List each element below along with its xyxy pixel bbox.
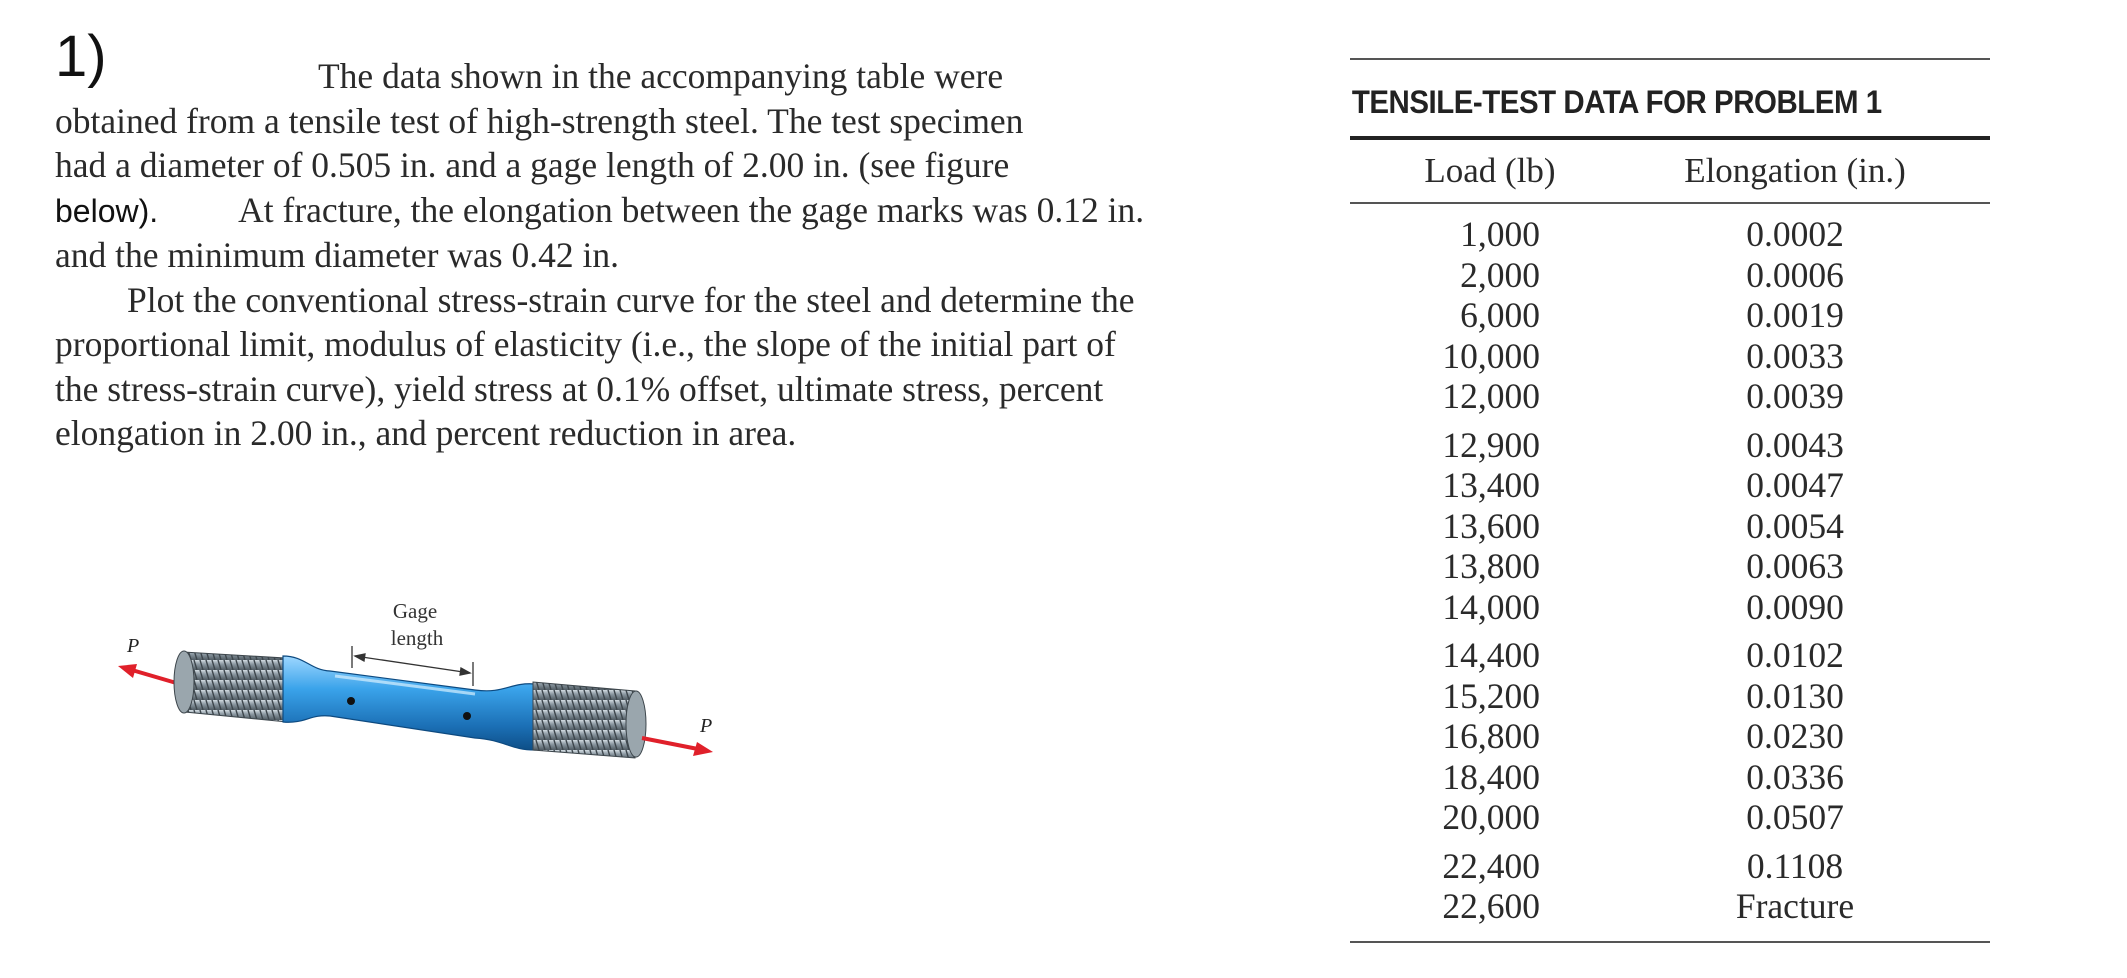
- table-body: [1350, 204, 1990, 941]
- table-title: TENSILE-TEST DATA FOR PROBLEM 1: [1351, 84, 1882, 120]
- tensile-test-table: [1350, 58, 1990, 943]
- load-cell: 16,800: [1442, 716, 1540, 756]
- elongation-cell: 0.0039: [1746, 376, 1844, 416]
- elongation-cell: 0.0047: [1746, 465, 1844, 505]
- table-row: [1350, 255, 1990, 296]
- table-row: [1350, 716, 1990, 757]
- load-label-left: P: [127, 635, 140, 657]
- load-cell: 1,000: [1460, 214, 1540, 254]
- load-cell: 22,400: [1442, 845, 1540, 886]
- load-label-right: P: [700, 715, 713, 737]
- table-row: [1350, 846, 1990, 887]
- table-row: [1350, 886, 1990, 927]
- table-row: [1350, 587, 1990, 628]
- elongation-cell: 0.1108: [1746, 845, 1844, 886]
- load-cell: 22,600: [1442, 886, 1540, 926]
- load-cell: 15,200: [1442, 675, 1540, 716]
- load-cell: 13,800: [1442, 546, 1540, 586]
- elongation-cell: 0.0043: [1746, 424, 1844, 465]
- table-row-group: [1350, 846, 1990, 927]
- elongation-cell: 0.0130: [1746, 675, 1844, 716]
- elongation-cell: 0.0002: [1746, 214, 1844, 254]
- problem-number: 1): [55, 24, 107, 89]
- problem-line: Plot the conventional stress-strain curve for the steel and determine the: [127, 279, 1135, 320]
- elongation-cell: 0.0336: [1746, 756, 1844, 797]
- elongation-cell: 0.0054: [1746, 505, 1844, 546]
- elongation-cell: 0.0102: [1746, 635, 1844, 675]
- load-cell: 20,000: [1442, 797, 1540, 837]
- problem-line: elongation in 2.00 in., and percent reduction in area.: [55, 413, 797, 453]
- elongation-cell: 0.0090: [1746, 586, 1844, 627]
- table-header-row: [1350, 140, 1990, 202]
- elongation-cell: 0.0063: [1746, 546, 1844, 586]
- elongation-cell: 0.0033: [1746, 335, 1844, 376]
- gage-mark-right: [463, 712, 471, 720]
- problem-line-4: [55, 188, 1295, 234]
- table-row: [1350, 635, 1990, 676]
- header-elongation: Elongation (in.): [1684, 151, 1906, 190]
- elongation-cell: 0.0230: [1746, 716, 1844, 756]
- gage-label: Gage: [392, 599, 438, 623]
- load-cell: 12,900: [1442, 424, 1540, 465]
- specimen-body: [283, 656, 535, 750]
- problem-line: proportional limit, modulus of elasticity (i.e., the slope of the initial part of: [55, 324, 1116, 364]
- header-load: Load (lb): [1424, 151, 1556, 190]
- table-row: [1350, 676, 1990, 717]
- table-row-group: [1350, 425, 1990, 628]
- load-cell: 6,000: [1460, 295, 1540, 335]
- table-row-group: [1350, 635, 1990, 838]
- threaded-end-left: [174, 651, 287, 722]
- table-row: [1350, 465, 1990, 506]
- tensile-specimen-figure: [115, 590, 735, 820]
- length-label: length: [390, 626, 444, 650]
- load-cell: 10,000: [1442, 335, 1540, 376]
- problem-line: At fracture, the elongation between the gage marks was 0.12 in.: [238, 189, 1145, 230]
- load-cell: 12,000: [1442, 376, 1540, 416]
- problem-line: had a diameter of 0.505 in. and a gage length of 2.00 in. (see figure: [55, 145, 1010, 185]
- table-row: [1350, 797, 1990, 838]
- gage-mark-left: [347, 697, 355, 705]
- elongation-cell: 0.0019: [1746, 295, 1844, 335]
- table-row: [1350, 295, 1990, 336]
- load-cell: 2,000: [1460, 254, 1540, 295]
- problem-line: obtained from a tensile test of high-strength steel. The test specimen: [55, 100, 1024, 141]
- table-row: [1350, 546, 1990, 587]
- load-cell: 14,000: [1442, 586, 1540, 627]
- table-row: [1350, 214, 1990, 255]
- load-cell: 14,400: [1442, 635, 1540, 675]
- table-row: [1350, 757, 1990, 798]
- table-row: [1350, 506, 1990, 547]
- elongation-cell: 0.0507: [1746, 797, 1844, 837]
- table-bottom-rule: [1350, 941, 1990, 943]
- problem-line: the stress-strain curve), yield stress at 0.1% offset, ultimate stress, percent: [55, 368, 1104, 409]
- table-row-group: [1350, 214, 1990, 417]
- problem-line: The data shown in the accompanying table were: [318, 56, 1004, 96]
- problem-line-word: below).: [55, 192, 159, 229]
- problem-statement: [55, 54, 1295, 456]
- table-row: [1350, 425, 1990, 466]
- table-row: [1350, 376, 1990, 417]
- load-cell: 18,400: [1442, 756, 1540, 797]
- problem-line: and the minimum diameter was 0.42 in.: [55, 235, 619, 275]
- arrow-head-right: [693, 742, 713, 756]
- arrow-head-left: [118, 664, 137, 678]
- load-arrow-right: [642, 738, 703, 750]
- threaded-end-right: [533, 682, 646, 758]
- load-cell: 13,600: [1442, 505, 1540, 546]
- elongation-cell: 0.0006: [1746, 254, 1844, 295]
- load-cell: 13,400: [1442, 465, 1540, 505]
- elongation-cell: Fracture: [1735, 886, 1855, 926]
- table-row: [1350, 336, 1990, 377]
